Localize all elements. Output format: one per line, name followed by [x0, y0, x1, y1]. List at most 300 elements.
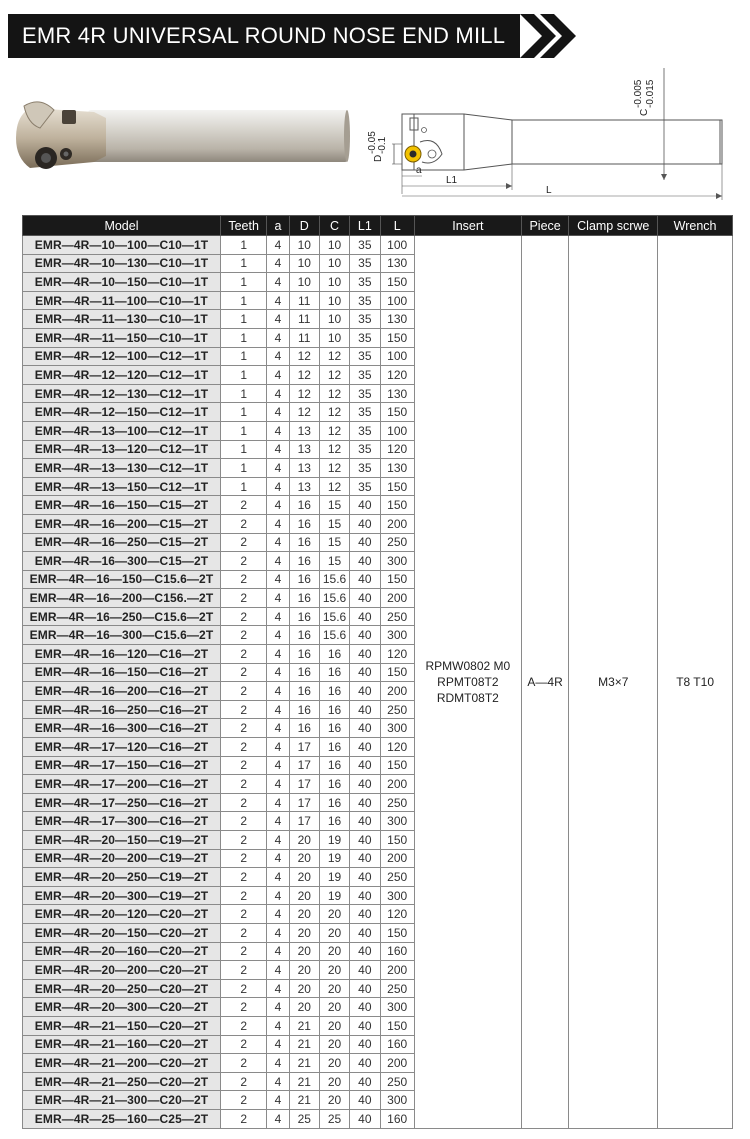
cell-teeth: 2: [220, 1054, 266, 1073]
cell-l1: 35: [350, 421, 380, 440]
cell-d: 20: [289, 905, 319, 924]
header-a: a: [267, 216, 289, 236]
cell-teeth: 2: [220, 1035, 266, 1054]
cell-a: 4: [267, 868, 289, 887]
cell-l1: 35: [350, 440, 380, 459]
cell-d: 16: [289, 607, 319, 626]
cell-c: 16: [319, 645, 349, 664]
cell-l1: 40: [350, 812, 380, 831]
cell-teeth: 2: [220, 607, 266, 626]
cell-a: 4: [267, 1091, 289, 1110]
cell-c: 15: [319, 514, 349, 533]
cell-l1: 40: [350, 942, 380, 961]
cell-l1: 40: [350, 682, 380, 701]
cell-a: 4: [267, 1072, 289, 1091]
cell-d: 21: [289, 1054, 319, 1073]
cell-d: 12: [289, 347, 319, 366]
cell-l: 150: [380, 477, 414, 496]
cell-a: 4: [267, 273, 289, 292]
cell-a: 4: [267, 812, 289, 831]
cell-l: 250: [380, 700, 414, 719]
cell-l: 150: [380, 403, 414, 422]
cell-a: 4: [267, 682, 289, 701]
cell-l1: 40: [350, 961, 380, 980]
cell-model: EMR—4R—10—100—C10—1T: [23, 236, 221, 255]
cell-model: EMR—4R—16—300—C15.6—2T: [23, 626, 221, 645]
cell-l: 300: [380, 886, 414, 905]
cell-d: 16: [289, 626, 319, 645]
cell-c: 16: [319, 663, 349, 682]
cell-teeth: 1: [220, 310, 266, 329]
cell-l: 160: [380, 1109, 414, 1128]
cell-model: EMR—4R—11—150—C10—1T: [23, 328, 221, 347]
cell-a: 4: [267, 626, 289, 645]
cell-l1: 40: [350, 496, 380, 515]
cell-d: 16: [289, 552, 319, 571]
cell-l1: 40: [350, 552, 380, 571]
cell-d: 16: [289, 719, 319, 738]
cell-l1: 40: [350, 533, 380, 552]
cell-c: 12: [319, 477, 349, 496]
cell-teeth: 2: [220, 533, 266, 552]
cell-d: 16: [289, 700, 319, 719]
cell-c: 20: [319, 998, 349, 1017]
cell-teeth: 1: [220, 328, 266, 347]
cell-teeth: 2: [220, 589, 266, 608]
cell-c: 15.6: [319, 607, 349, 626]
cell-a: 4: [267, 961, 289, 980]
cell-model: EMR—4R—11—100—C10—1T: [23, 291, 221, 310]
cell-model: EMR—4R—13—130—C12—1T: [23, 459, 221, 478]
cell-l1: 40: [350, 1109, 380, 1128]
cell-model: EMR—4R—21—150—C20—2T: [23, 1016, 221, 1035]
cell-l: 130: [380, 384, 414, 403]
cell-a: 4: [267, 663, 289, 682]
cell-teeth: 1: [220, 403, 266, 422]
cell-l1: 40: [350, 607, 380, 626]
cell-model: EMR—4R—16—300—C16—2T: [23, 719, 221, 738]
cell-model: EMR—4R—20—200—C19—2T: [23, 849, 221, 868]
cell-a: 4: [267, 552, 289, 571]
cell-teeth: 1: [220, 421, 266, 440]
c-tolerance-lower: -0.015: [645, 79, 656, 108]
cell-a: 4: [267, 775, 289, 794]
cell-c: 12: [319, 403, 349, 422]
cell-model: EMR—4R—21—250—C20—2T: [23, 1072, 221, 1091]
cell-c: 15.6: [319, 589, 349, 608]
cell-a: 4: [267, 347, 289, 366]
cell-l: 130: [380, 254, 414, 273]
l1-label: L1: [446, 175, 458, 186]
cell-model: EMR—4R—12—120—C12—1T: [23, 366, 221, 385]
header-piece: Piece: [521, 216, 568, 236]
cell-d: 13: [289, 459, 319, 478]
cell-c: 12: [319, 347, 349, 366]
cell-l: 150: [380, 570, 414, 589]
cell-teeth: 2: [220, 719, 266, 738]
cell-model: EMR—4R—13—120—C12—1T: [23, 440, 221, 459]
cell-teeth: 2: [220, 738, 266, 757]
cell-model: EMR—4R—12—150—C12—1T: [23, 403, 221, 422]
cell-model: EMR—4R—16—300—C15—2T: [23, 552, 221, 571]
cell-teeth: 2: [220, 979, 266, 998]
cell-l: 150: [380, 273, 414, 292]
cell-c: 15: [319, 533, 349, 552]
cell-d: 11: [289, 328, 319, 347]
cell-teeth: 2: [220, 1091, 266, 1110]
cell-d: 11: [289, 291, 319, 310]
cell-l: 300: [380, 812, 414, 831]
cell-teeth: 2: [220, 756, 266, 775]
cell-model: EMR—4R—16—120—C16—2T: [23, 645, 221, 664]
cell-d: 21: [289, 1035, 319, 1054]
cell-d: 21: [289, 1091, 319, 1110]
cell-model: EMR—4R—21—200—C20—2T: [23, 1054, 221, 1073]
cell-teeth: 1: [220, 347, 266, 366]
cell-l1: 40: [350, 756, 380, 775]
cell-a: 4: [267, 998, 289, 1017]
cell-model: EMR—4R—20—300—C19—2T: [23, 886, 221, 905]
cell-teeth: 2: [220, 552, 266, 571]
cell-teeth: 2: [220, 663, 266, 682]
cell-d: 17: [289, 756, 319, 775]
page-title: EMR 4R UNIVERSAL ROUND NOSE END MILL: [22, 23, 506, 48]
cell-d: 20: [289, 998, 319, 1017]
cell-d: 20: [289, 961, 319, 980]
cell-insert: [414, 236, 521, 1129]
cell-model: EMR—4R—16—250—C15—2T: [23, 533, 221, 552]
cell-model: EMR—4R—17—150—C16—2T: [23, 756, 221, 775]
header-insert: Insert: [414, 216, 521, 236]
header-d: D: [289, 216, 319, 236]
cell-l: 150: [380, 328, 414, 347]
cell-l1: 35: [350, 291, 380, 310]
cell-d: 20: [289, 868, 319, 887]
cell-a: 4: [267, 756, 289, 775]
cell-model: EMR—4R—16—200—C16—2T: [23, 682, 221, 701]
cell-a: 4: [267, 1016, 289, 1035]
cell-model: EMR—4R—10—150—C10—1T: [23, 273, 221, 292]
spec-table: [22, 215, 733, 1129]
cell-l: 160: [380, 1035, 414, 1054]
cell-d: 21: [289, 1016, 319, 1035]
cell-teeth: 2: [220, 905, 266, 924]
cell-c: 16: [319, 700, 349, 719]
cell-teeth: 1: [220, 384, 266, 403]
cell-a: 4: [267, 589, 289, 608]
cell-l1: 40: [350, 626, 380, 645]
cell-c: 20: [319, 979, 349, 998]
cell-model: EMR—4R—16—250—C16—2T: [23, 700, 221, 719]
cell-l1: 40: [350, 998, 380, 1017]
cell-model: EMR—4R—17—200—C16—2T: [23, 775, 221, 794]
cell-d: 12: [289, 403, 319, 422]
end-mill-photo: [10, 88, 350, 184]
cell-c: 25: [319, 1109, 349, 1128]
table-body: [23, 236, 733, 1129]
cell-l1: 35: [350, 310, 380, 329]
cell-model: EMR—4R—11—130—C10—1T: [23, 310, 221, 329]
cell-a: 4: [267, 421, 289, 440]
cell-a: 4: [267, 942, 289, 961]
cell-l1: 40: [350, 979, 380, 998]
cell-d: 20: [289, 942, 319, 961]
cell-model: EMR—4R—16—150—C15—2T: [23, 496, 221, 515]
cell-d: 25: [289, 1109, 319, 1128]
cell-c: 20: [319, 1016, 349, 1035]
cell-d: 16: [289, 496, 319, 515]
cell-c: 20: [319, 961, 349, 980]
cell-d: 16: [289, 663, 319, 682]
cell-c: 20: [319, 905, 349, 924]
cell-a: 4: [267, 254, 289, 273]
cell-teeth: 2: [220, 496, 266, 515]
cell-l: 150: [380, 663, 414, 682]
cell-l1: 35: [350, 347, 380, 366]
cell-piece: A—4R: [521, 236, 568, 1129]
cell-c: 19: [319, 831, 349, 850]
cell-model: EMR—4R—20—300—C20—2T: [23, 998, 221, 1017]
cell-teeth: 2: [220, 886, 266, 905]
cell-l1: 40: [350, 738, 380, 757]
cell-teeth: 2: [220, 868, 266, 887]
cell-l1: 40: [350, 570, 380, 589]
cell-a: 4: [267, 236, 289, 255]
cell-l: 120: [380, 738, 414, 757]
cell-model: EMR—4R—17—250—C16—2T: [23, 793, 221, 812]
cell-model: EMR—4R—16—200—C15—2T: [23, 514, 221, 533]
cell-l1: 40: [350, 905, 380, 924]
cell-l: 120: [380, 440, 414, 459]
cell-c: 16: [319, 793, 349, 812]
cell-a: 4: [267, 645, 289, 664]
cell-a: 4: [267, 1054, 289, 1073]
cell-d: 11: [289, 310, 319, 329]
cell-model: EMR—4R—25—160—C25—2T: [23, 1109, 221, 1128]
cell-c: 19: [319, 868, 349, 887]
cell-a: 4: [267, 384, 289, 403]
cell-a: 4: [267, 459, 289, 478]
cell-l1: 40: [350, 663, 380, 682]
cell-l: 300: [380, 719, 414, 738]
cell-teeth: 2: [220, 812, 266, 831]
cell-a: 4: [267, 328, 289, 347]
cell-model: EMR—4R—20—150—C20—2T: [23, 923, 221, 942]
cell-teeth: 2: [220, 700, 266, 719]
cell-l: 300: [380, 552, 414, 571]
cell-l: 120: [380, 366, 414, 385]
cell-l: 200: [380, 1054, 414, 1073]
table-row: [23, 236, 733, 255]
header-model: Model: [23, 216, 221, 236]
cell-a: 4: [267, 719, 289, 738]
cell-l: 200: [380, 514, 414, 533]
cell-teeth: 2: [220, 570, 266, 589]
cell-c: 16: [319, 756, 349, 775]
cell-d: 16: [289, 514, 319, 533]
cell-l1: 35: [350, 459, 380, 478]
cell-model: EMR—4R—16—200—C156.—2T: [23, 589, 221, 608]
cell-teeth: 2: [220, 942, 266, 961]
cell-l1: 40: [350, 831, 380, 850]
cell-a: 4: [267, 291, 289, 310]
cell-model: EMR—4R—20—150—C19—2T: [23, 831, 221, 850]
cell-c: 15: [319, 552, 349, 571]
cell-model: EMR—4R—16—150—C16—2T: [23, 663, 221, 682]
cell-l: 300: [380, 998, 414, 1017]
cell-a: 4: [267, 366, 289, 385]
cell-d: 16: [289, 645, 319, 664]
cell-teeth: 2: [220, 793, 266, 812]
cell-c: 10: [319, 328, 349, 347]
cell-a: 4: [267, 700, 289, 719]
cell-c: 15.6: [319, 626, 349, 645]
cell-teeth: 2: [220, 1016, 266, 1035]
cell-l: 200: [380, 589, 414, 608]
cell-teeth: 2: [220, 626, 266, 645]
cell-teeth: 1: [220, 273, 266, 292]
cell-teeth: 2: [220, 849, 266, 868]
cell-model: EMR—4R—16—250—C15.6—2T: [23, 607, 221, 626]
cell-l: 200: [380, 961, 414, 980]
cell-a: 4: [267, 570, 289, 589]
header-teeth: Teeth: [220, 216, 266, 236]
cell-l1: 35: [350, 236, 380, 255]
cell-teeth: 1: [220, 254, 266, 273]
a-label: a: [416, 165, 422, 176]
header-c: C: [319, 216, 349, 236]
cell-teeth: 2: [220, 998, 266, 1017]
cell-c: 19: [319, 849, 349, 868]
cell-d: 17: [289, 775, 319, 794]
c-tolerance-upper: -0.005: [633, 79, 644, 108]
cell-a: 4: [267, 496, 289, 515]
cell-l: 150: [380, 496, 414, 515]
cell-l: 150: [380, 923, 414, 942]
cell-a: 4: [267, 923, 289, 942]
cell-model: EMR—4R—20—200—C20—2T: [23, 961, 221, 980]
cell-c: 20: [319, 1054, 349, 1073]
cell-d: 17: [289, 812, 319, 831]
insert-code: RPMT08T2: [437, 674, 499, 689]
cell-a: 4: [267, 1109, 289, 1128]
cell-d: 20: [289, 923, 319, 942]
cell-d: 20: [289, 886, 319, 905]
header-l: L: [380, 216, 414, 236]
cell-c: 20: [319, 1091, 349, 1110]
cell-teeth: 1: [220, 291, 266, 310]
cell-a: 4: [267, 886, 289, 905]
cell-l: 250: [380, 1072, 414, 1091]
cell-a: 4: [267, 440, 289, 459]
d-tolerance-upper: -0.05: [367, 131, 378, 154]
cell-l: 250: [380, 607, 414, 626]
cell-c: 20: [319, 923, 349, 942]
cell-c: 16: [319, 775, 349, 794]
cell-l: 120: [380, 645, 414, 664]
cell-d: 20: [289, 979, 319, 998]
cell-c: 10: [319, 291, 349, 310]
cell-l: 130: [380, 459, 414, 478]
cell-teeth: 2: [220, 775, 266, 794]
cell-d: 20: [289, 849, 319, 868]
cell-c: 16: [319, 812, 349, 831]
cell-a: 4: [267, 477, 289, 496]
cell-l: 200: [380, 849, 414, 868]
cell-d: 12: [289, 366, 319, 385]
cell-l: 150: [380, 831, 414, 850]
cell-model: EMR—4R—20—160—C20—2T: [23, 942, 221, 961]
cell-teeth: 1: [220, 440, 266, 459]
l-label: L: [546, 185, 552, 196]
cell-l1: 35: [350, 477, 380, 496]
cell-l1: 40: [350, 719, 380, 738]
cell-l1: 40: [350, 868, 380, 887]
cell-c: 20: [319, 1072, 349, 1091]
cell-l1: 40: [350, 923, 380, 942]
cell-model: EMR—4R—12—130—C12—1T: [23, 384, 221, 403]
cell-c: 12: [319, 459, 349, 478]
cell-l1: 40: [350, 1054, 380, 1073]
cell-l1: 40: [350, 514, 380, 533]
cell-a: 4: [267, 533, 289, 552]
cell-model: EMR—4R—20—120—C20—2T: [23, 905, 221, 924]
cell-c: 12: [319, 440, 349, 459]
cell-l: 150: [380, 756, 414, 775]
cell-teeth: 2: [220, 1109, 266, 1128]
cell-l1: 40: [350, 793, 380, 812]
cell-a: 4: [267, 514, 289, 533]
cell-l1: 40: [350, 1035, 380, 1054]
cell-l: 100: [380, 291, 414, 310]
cell-c: 10: [319, 273, 349, 292]
cell-teeth: 1: [220, 236, 266, 255]
cell-l: 300: [380, 626, 414, 645]
cell-a: 4: [267, 849, 289, 868]
cell-clamp-screw: M3×7: [569, 236, 658, 1129]
cell-teeth: 2: [220, 961, 266, 980]
cell-a: 4: [267, 310, 289, 329]
cell-l: 250: [380, 979, 414, 998]
cell-l1: 40: [350, 589, 380, 608]
cell-l: 130: [380, 310, 414, 329]
cell-l: 200: [380, 682, 414, 701]
cell-l: 160: [380, 942, 414, 961]
cell-l1: 40: [350, 886, 380, 905]
cell-wrench: T8 T10: [658, 236, 733, 1129]
cell-c: 12: [319, 366, 349, 385]
cell-c: 10: [319, 236, 349, 255]
cell-d: 16: [289, 570, 319, 589]
title-banner: [8, 14, 588, 58]
cell-a: 4: [267, 905, 289, 924]
cell-model: EMR—4R—10—130—C10—1T: [23, 254, 221, 273]
cell-a: 4: [267, 793, 289, 812]
cell-c: 20: [319, 942, 349, 961]
cell-d: 16: [289, 533, 319, 552]
cell-l1: 40: [350, 1016, 380, 1035]
chevron-arrows-icon: [520, 14, 590, 58]
cell-a: 4: [267, 1035, 289, 1054]
cell-c: 16: [319, 738, 349, 757]
cell-a: 4: [267, 831, 289, 850]
cell-d: 16: [289, 589, 319, 608]
cell-model: EMR—4R—21—300—C20—2T: [23, 1091, 221, 1110]
cell-l: 100: [380, 236, 414, 255]
cell-l: 150: [380, 1016, 414, 1035]
cell-d: 10: [289, 254, 319, 273]
cell-c: 15: [319, 496, 349, 515]
